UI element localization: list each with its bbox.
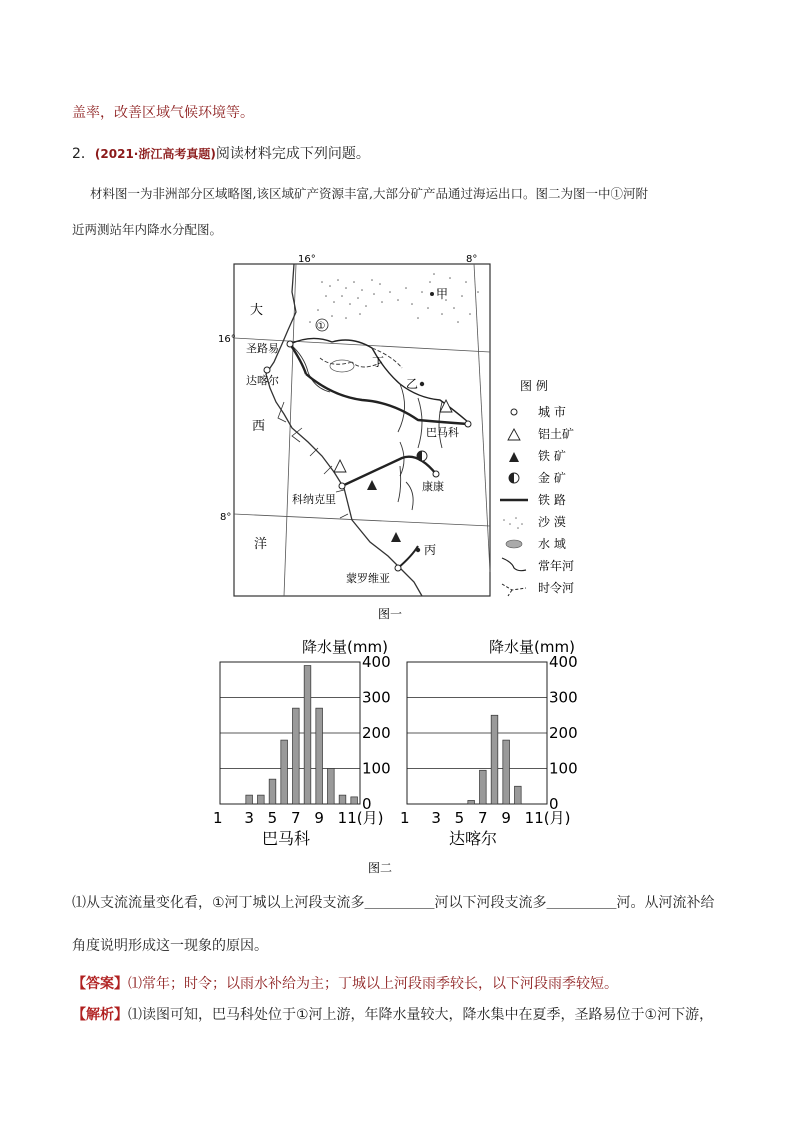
seasonal-rivers: [320, 348, 402, 368]
legend-desert: 沙 漠: [538, 515, 566, 529]
legend-bauxite: 铝土矿: [538, 427, 575, 441]
analysis-text: ⑴读图可知，巴马科处位于①河上游，年降水量较大，降水集中在夏季，圣路易位于①河下游，: [128, 1007, 714, 1023]
bamako-bar: [351, 797, 358, 804]
question-heading: [72, 143, 370, 163]
dakar-xtick-label: 5: [454, 809, 465, 827]
ocean-char-2: 西: [252, 419, 266, 434]
analysis-line: [72, 1004, 713, 1024]
legend-title: 图 例: [520, 379, 548, 393]
bauxite-symbol-2: [334, 460, 346, 472]
dakar-bar: [503, 740, 510, 804]
city-bamako: 巴马科: [426, 426, 459, 439]
bamako-xtick-label: 1: [213, 809, 223, 827]
lat-label-16: 16°: [218, 334, 236, 345]
river-number: ①: [316, 321, 326, 332]
city-markers: [264, 341, 471, 571]
dakar-xtick-label: 9: [501, 809, 511, 827]
dakar-title: 达喀尔: [449, 829, 498, 848]
bamako-title: 巴马科: [262, 829, 311, 848]
bamako-bar: [258, 795, 265, 804]
lon-label-8: 8°: [466, 254, 478, 265]
answer-tag: 【答案】: [72, 976, 128, 992]
sub-question-line-1: ⑴从支流流量变化看，①河丁城以上河段支流多＿＿＿＿＿河以下河段支流多＿＿＿＿＿河。从河流补给: [72, 895, 715, 911]
ocean-char-1: 大: [250, 303, 264, 318]
bamako-ytick-label: 300: [362, 688, 391, 707]
bamako-bar: [339, 795, 346, 804]
water-body: [330, 360, 354, 372]
place-bing: 丙: [424, 543, 437, 557]
ocean-char-3: 洋: [254, 537, 268, 552]
bamako-ytick-label: 200: [362, 724, 391, 742]
dakar-ytick-label: 100: [549, 759, 578, 778]
bamako-bar: [304, 666, 311, 804]
legend-gold: 金 矿: [538, 471, 566, 485]
place-ding: 丁: [372, 355, 385, 369]
city-kankan: 康康: [422, 480, 444, 493]
legend-seasonal-river: 时令河: [538, 581, 575, 595]
legend-iron: 铁 矿: [538, 449, 566, 463]
africa-region-map: [218, 252, 622, 624]
answer-text: ⑴常年；时令；以雨水补给为主；丁城以上河段雨季较长，以下河段雨季较短。: [128, 976, 618, 992]
bamako-bar: [281, 740, 288, 804]
question-prompt: 阅读材料完成下列问题。: [215, 146, 370, 162]
place-jia: 甲: [436, 287, 449, 301]
bamako-bar: [328, 769, 335, 805]
bamako-xtick-label: 11(月): [337, 809, 384, 827]
railway-monrovia: [398, 546, 418, 568]
sub-question-line-2: 角度说明形成这一现象的原因。: [72, 938, 268, 954]
bamako-chart: [213, 638, 391, 848]
city-conakry: 科纳克里: [292, 493, 336, 506]
dakar-bar: [480, 770, 487, 804]
dakar-ytick-label: 400: [549, 653, 578, 671]
question-source: (2021·浙江高考真题): [94, 147, 216, 161]
precipitation-charts: [200, 630, 600, 878]
place-yi: 乙: [406, 377, 419, 391]
dakar-xtick-label: 3: [431, 809, 441, 827]
dakar-chart: [400, 638, 578, 848]
bamako-bar: [269, 779, 276, 804]
bamako-xtick-label: 9: [314, 809, 324, 827]
dakar-ytick-label: 200: [549, 724, 578, 742]
lat-label-8: 8°: [220, 512, 232, 523]
parallel-8: [234, 514, 490, 526]
answer-line: [72, 973, 618, 993]
bamako-ylabel: 降水量(mm): [302, 638, 388, 656]
city-saint-louis: 圣路易: [246, 342, 279, 355]
iron-symbol: [367, 480, 377, 490]
bamako-bar: [293, 708, 300, 804]
bamako-xtick-label: 7: [291, 809, 301, 827]
southern-rivers: [398, 466, 413, 510]
bamako-bar: [316, 708, 323, 804]
yi-dot: [420, 382, 424, 386]
bamako-ytick-label: 100: [362, 759, 391, 778]
legend-city: 城 市: [538, 405, 566, 419]
bamako-ytick-label: 400: [362, 653, 391, 671]
dakar-ytick-label: 0: [549, 795, 559, 813]
dakar-bar: [468, 800, 475, 804]
figure1-caption: 图一: [378, 607, 403, 621]
desert-area: [309, 273, 479, 323]
dakar-xtick-label: 7: [478, 809, 488, 827]
material-line-2: 近两测站年内降水分配图。: [72, 222, 223, 237]
lon-label-16: 16°: [298, 254, 316, 265]
dakar-ytick-label: 300: [549, 688, 578, 707]
bamako-ytick-label: 0: [362, 795, 372, 813]
dakar-bar: [491, 715, 498, 804]
figure2-caption: 图二: [368, 861, 393, 875]
dakar-xtick-label: 1: [400, 809, 410, 827]
material-line-1: 材料图一为非洲部分区域略图,该区域矿产资源丰富,大部分矿产品通过海运出口。图二为图一中①河附: [90, 186, 648, 201]
city-monrovia: 蒙罗维亚: [346, 572, 390, 585]
city-dakar: 达喀尔: [246, 374, 279, 387]
question-number: 2．: [72, 146, 95, 162]
legend-water: 水 域: [538, 537, 566, 551]
dakar-xtick-label: 11(月): [524, 809, 571, 827]
dakar-ylabel: 降水量(mm): [489, 638, 575, 656]
continuation-line: 盖率，改善区域气候环境等。: [72, 105, 254, 121]
legend: [500, 405, 574, 596]
bamako-bar: [246, 795, 253, 804]
dakar-bar: [515, 786, 522, 804]
bamako-xtick-label: 3: [244, 809, 254, 827]
iron-symbol-2: [391, 532, 401, 542]
analysis-tag: 【解析】: [72, 1007, 128, 1023]
legend-perennial-river: 常年河: [538, 559, 575, 573]
jia-dot: [430, 292, 434, 296]
bamako-xtick-label: 5: [267, 809, 278, 827]
legend-railway: 铁 路: [538, 493, 566, 507]
bing-dot: [416, 548, 420, 552]
